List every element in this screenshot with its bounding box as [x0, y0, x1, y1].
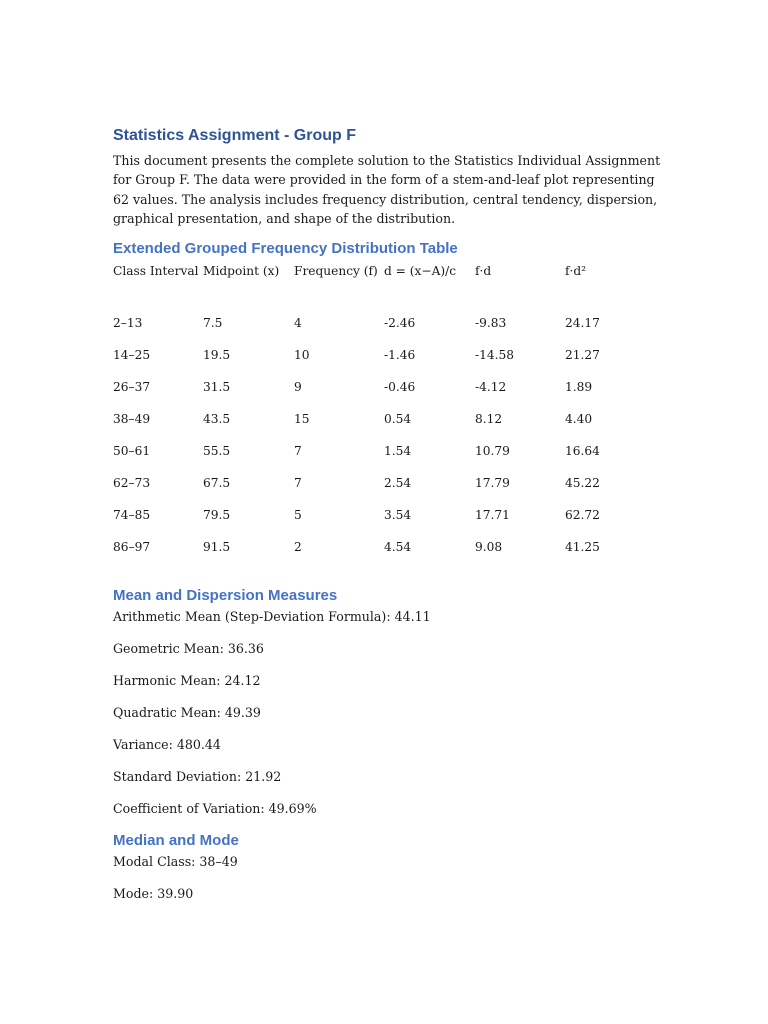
median-mode-list: [113, 852, 673, 904]
table-row: [113, 345, 635, 377]
table-cell: 4.40: [565, 412, 593, 427]
column-header: f·d²: [565, 264, 587, 279]
table-cell: 50–61: [113, 444, 151, 459]
freq-table-heading: Extended Grouped Frequency Distribution Table: [113, 240, 458, 258]
column-header: f·d: [475, 264, 492, 279]
harmonic-mean: Harmonic Mean: 24.12: [113, 673, 261, 689]
table-cell: 7: [294, 476, 302, 491]
table-cell: 43.5: [203, 412, 231, 427]
table-cell: 0.54: [384, 412, 412, 427]
table-cell: 41.25: [565, 540, 600, 555]
column-header: d = (x−A)/c: [384, 264, 457, 279]
table-cell: 7: [294, 444, 302, 459]
table-cell: -9.83: [475, 316, 507, 331]
table-cell: -4.12: [475, 380, 507, 395]
table-cell: 79.5: [203, 508, 231, 523]
table-cell: 86–97: [113, 540, 151, 555]
column-header: Midpoint (x): [203, 264, 280, 279]
table-cell: 9: [294, 380, 302, 395]
table-cell: 67.5: [203, 476, 231, 491]
table-cell: 4: [294, 316, 302, 331]
table-cell: 62.72: [565, 508, 600, 523]
frequency-table: [113, 261, 635, 569]
table-cell: -0.46: [384, 380, 416, 395]
quadratic-mean: Quadratic Mean: 49.39: [113, 705, 261, 721]
table-cell: 31.5: [203, 380, 231, 395]
table-cell: 1.89: [565, 380, 593, 395]
document-title: Statistics Assignment - Group F: [113, 127, 356, 144]
table-cell: 7.5: [203, 316, 223, 331]
mode-value: Mode: 39.90: [113, 886, 194, 902]
table-cell: 16.64: [565, 444, 600, 459]
table-cell: 17.71: [475, 508, 510, 523]
table-cell: 17.79: [475, 476, 510, 491]
intro-paragraph: This document presents the complete solution to the Statistics Individual Assignment for Group F. The data were provided in the form of a stem-and-leaf plot representing 62 values. The analysis includes frequency distribution, central tendency, dispersion, graphical presentation, and shape of the distribution.: [113, 153, 661, 226]
variance: Variance: 480.44: [113, 737, 221, 753]
table-row: [113, 473, 635, 505]
table-row: [113, 441, 635, 473]
table-row: [113, 313, 635, 345]
table-cell: 5: [294, 508, 302, 523]
table-cell: 8.12: [475, 412, 503, 427]
table-header-row: [113, 261, 635, 313]
table-cell: 2–13: [113, 316, 143, 331]
table-cell: 55.5: [203, 444, 231, 459]
table-cell: 3.54: [384, 508, 412, 523]
table-cell: 4.54: [384, 540, 412, 555]
median-mode-heading: Median and Mode: [113, 832, 239, 850]
table-body: [113, 313, 635, 569]
geometric-mean: Geometric Mean: 36.36: [113, 641, 264, 657]
standard-deviation: Standard Deviation: 21.92: [113, 769, 282, 785]
table-row: [113, 409, 635, 441]
arithmetic-mean: Arithmetic Mean (Step-Deviation Formula): 44.11: [113, 609, 431, 625]
table-cell: 38–49: [113, 412, 151, 427]
table-row: [113, 505, 635, 537]
column-header: Frequency (f): [294, 264, 378, 279]
table-cell: 26–37: [113, 380, 151, 395]
column-header: Class Interval: [113, 264, 199, 279]
table-cell: 2: [294, 540, 302, 555]
document-content: [113, 125, 673, 916]
table-cell: 10: [294, 348, 310, 363]
dispersion-heading: Mean and Dispersion Measures: [113, 587, 338, 605]
table-cell: 9.08: [475, 540, 503, 555]
coefficient-of-variation: Coefficient of Variation: 49.69%: [113, 801, 317, 817]
table-row: [113, 377, 635, 409]
table-cell: 74–85: [113, 508, 151, 523]
table-cell: 24.17: [565, 316, 600, 331]
table-cell: 62–73: [113, 476, 151, 491]
table-cell: -2.46: [384, 316, 416, 331]
table-cell: -14.58: [475, 348, 515, 363]
table-cell: 1.54: [384, 444, 412, 459]
dispersion-list: [113, 607, 673, 819]
table-cell: 19.5: [203, 348, 231, 363]
table-cell: -1.46: [384, 348, 416, 363]
table-cell: 2.54: [384, 476, 412, 491]
table-cell: 15: [294, 412, 310, 427]
table-cell: 91.5: [203, 540, 231, 555]
table-row: [113, 537, 635, 569]
table-cell: 21.27: [565, 348, 600, 363]
table-cell: 14–25: [113, 348, 151, 363]
table-cell: 10.79: [475, 444, 510, 459]
modal-class: Modal Class: 38–49: [113, 854, 238, 870]
table-cell: 45.22: [565, 476, 600, 491]
